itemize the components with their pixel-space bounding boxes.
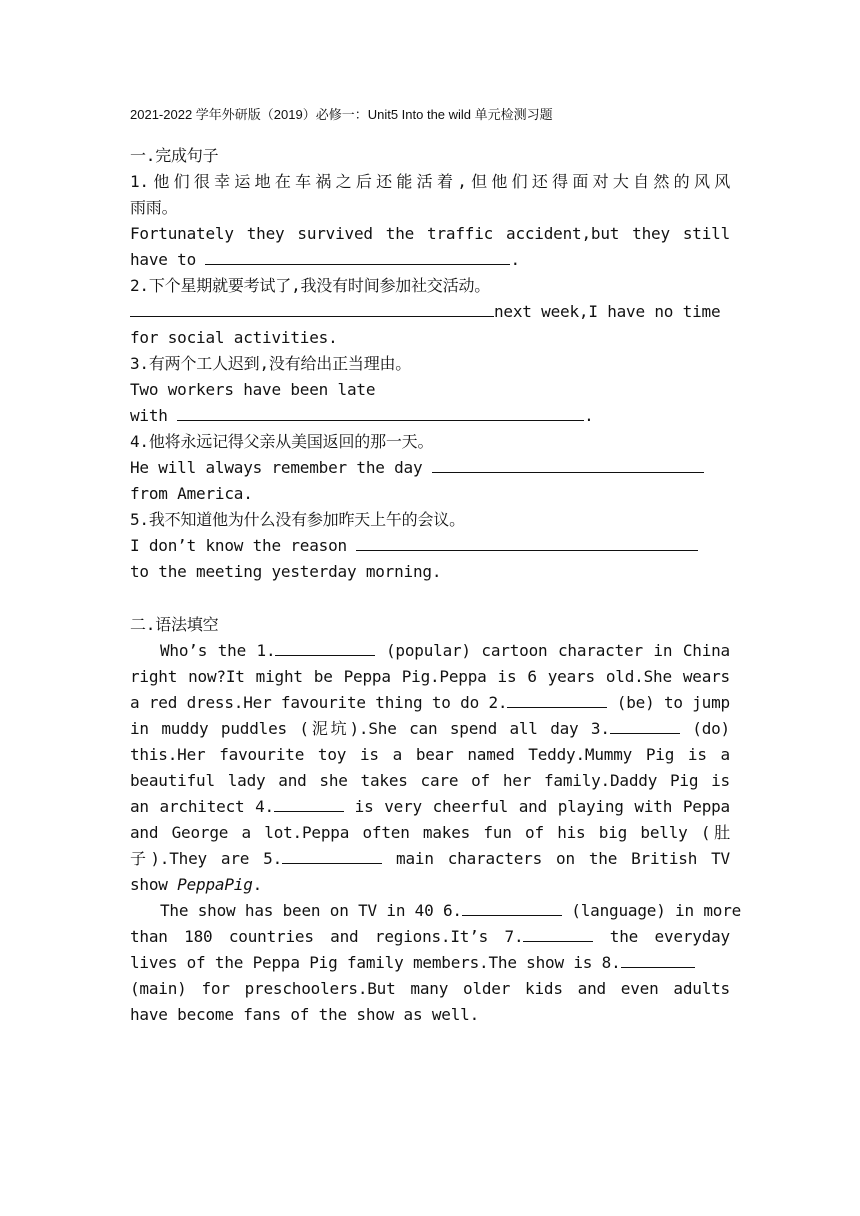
q3-text-after: . [584, 406, 594, 425]
p2-line1-text-b: (language) in more [561, 901, 742, 920]
p1-line9-text-a: 子).They are 5. [130, 849, 283, 868]
p1-line9 [130, 846, 730, 872]
p1-line7-text-a: an architect 4. [130, 797, 274, 816]
q2-answer-blank[interactable] [130, 299, 494, 317]
q1-answer-blank[interactable] [205, 247, 510, 265]
q4-chinese: 4.他将永远记得父亲从美国返回的那一天。 [130, 432, 434, 451]
p1-line4-text-b: (do) [679, 719, 730, 738]
p1-line10 [130, 872, 730, 898]
p2-line3 [130, 950, 730, 976]
blank-8[interactable] [621, 950, 695, 968]
blank-4[interactable] [274, 794, 344, 812]
q4-english-line1 [130, 455, 730, 481]
p2-line1 [160, 898, 742, 924]
q1-chinese-line1: 1.他们很幸运地在车祸之后还能活着,但他们还得面对大自然的风风 [130, 172, 730, 191]
q5-answer-blank[interactable] [356, 533, 698, 551]
q1-text-after: . [510, 250, 520, 269]
q1-english-line1: Fortunately they survived the traffic accident,but they still [130, 224, 730, 243]
p1-line10-text-c: . [252, 875, 263, 894]
p2-line1-text-a: The show has been on TV in 40 6. [160, 901, 462, 920]
show-title: PeppaPig [177, 875, 253, 894]
p1-line10-text-a: show [130, 875, 178, 894]
p1-line3 [130, 690, 730, 716]
p1-line1-text-b: (popular) cartoon character in China [375, 641, 730, 660]
blank-2[interactable] [507, 690, 607, 708]
blank-3[interactable] [610, 716, 680, 734]
blank-1[interactable] [275, 638, 375, 656]
p1-line5: this.Her favourite toy is a bear named Teddy.Mummy Pig is a [130, 745, 730, 764]
q4-text-before: He will always remember the day [130, 458, 432, 477]
p2-line2-text-a: than 180 countries and regions.It’s 7. [130, 927, 524, 946]
p1-line9-text-b: main characters on the British TV [382, 849, 730, 868]
q3-english-line1: Two workers have been late [130, 380, 376, 399]
p2-line2-text-b: the everyday [593, 927, 730, 946]
q5-chinese: 5.我不知道他为什么没有参加昨天上午的会议。 [130, 510, 465, 529]
p1-line3-text-a: a red dress.Her favourite thing to do 2. [130, 693, 508, 712]
q1-english-line2 [130, 247, 730, 273]
blank-7[interactable] [523, 924, 593, 942]
q1-chinese-line2: 雨雨。 [130, 198, 178, 217]
section1-title: 一.完成句子 [130, 146, 219, 165]
q1-text-before: have to [130, 250, 206, 269]
p1-line6: beautiful lady and she takes care of her family.Daddy Pig is [130, 771, 730, 790]
q2-english-line2: for social activities. [130, 328, 338, 347]
p1-line4 [130, 716, 730, 742]
p2-line3-text-a: lives of the Peppa Pig family members.The show is 8. [130, 953, 621, 972]
q3-answer-blank[interactable] [177, 403, 584, 421]
p2-line4: (main) for preschoolers.But many older kids and even adults [130, 979, 730, 998]
q5-english-line1 [130, 533, 730, 559]
p2-line5: have become fans of the show as well. [130, 1005, 480, 1024]
q5-text-before: I don’t know the reason [130, 536, 357, 555]
p1-line2: right now?It might be Peppa Pig.Peppa is 6 years old.She wears [130, 667, 730, 686]
q3-english-line2 [130, 403, 730, 429]
blank-6[interactable] [462, 898, 562, 916]
p1-line4-text-a: in muddy puddles (泥坑).She can spend all day 3. [130, 719, 610, 738]
q4-english-line2: from America. [130, 484, 253, 503]
q3-text-before: with [130, 406, 178, 425]
document-header: 2021-2022 学年外研版（2019）必修一：Unit5 Into the wild 单元检测习题 [130, 107, 553, 122]
q2-english-line1 [130, 299, 730, 325]
p1-line8: and George a lot.Peppa often makes fun of his big belly (肚 [130, 823, 730, 842]
section2-title: 二.语法填空 [130, 615, 219, 634]
q2-chinese: 2.下个星期就要考试了,我没有时间参加社交活动。 [130, 276, 491, 295]
p1-line1 [160, 638, 730, 664]
blank-5[interactable] [282, 846, 382, 864]
q3-chinese: 3.有两个工人迟到,没有给出正当理由。 [130, 354, 412, 373]
q2-text-after: next week,I have no time [494, 302, 721, 321]
p1-line7 [130, 794, 730, 820]
q4-answer-blank[interactable] [432, 455, 704, 473]
p1-line7-text-b: is very cheerful and playing with Peppa [343, 797, 730, 816]
p2-line2 [130, 924, 730, 950]
p1-line1-text-a: Who’s the 1. [160, 641, 276, 660]
q5-english-line2: to the meeting yesterday morning. [130, 562, 442, 581]
p1-line3-text-b: (be) to jump [607, 693, 730, 712]
